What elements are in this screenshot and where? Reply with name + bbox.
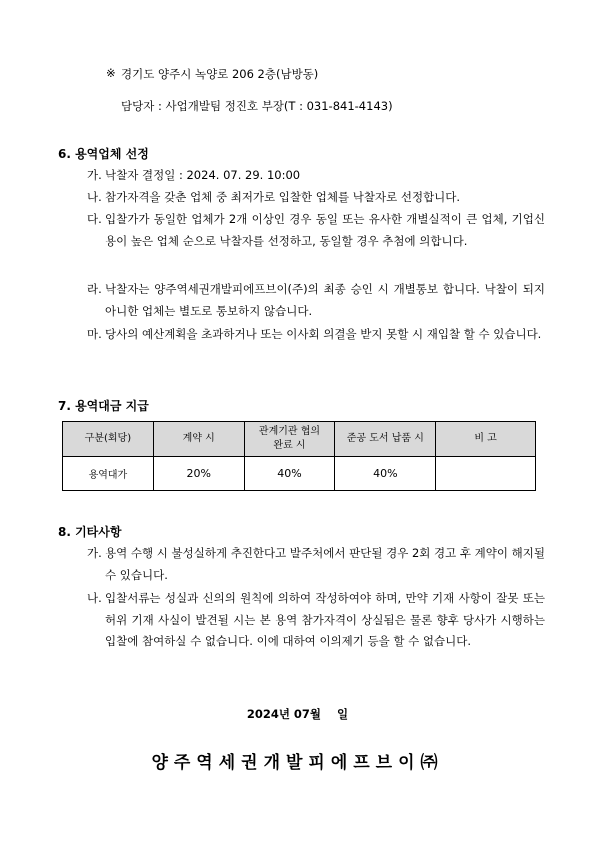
header-on-agency-consultation: 관계기관 협의 완료 시 [244, 422, 335, 457]
item-text: 용역 수행 시 불성실하게 추진한다고 발주처에서 판단될 경우 2회 경고 후 계약이 해지될 수 있습니다. [105, 546, 545, 582]
item-text: 낙찰자는 양주역세권개발피에프브이(주)의 최종 승인 시 개별통보 합니다. 낙찰이 되지 아니한 업체는 별도로 통보하지 않습니다. [105, 282, 545, 318]
item-lead: 나. [87, 591, 102, 605]
item-text: 당사의 예산계획을 초과하거나 또는 이사회 의결을 받지 못할 시 재입찰 할 수 있습니다. [105, 327, 542, 341]
section-6-item-na [87, 187, 545, 209]
document-date: 2024년 07월 일 [246, 707, 349, 721]
header-on-completion-delivery: 준공 도서 납품 시 [335, 422, 436, 457]
payment-table-header-row [63, 422, 536, 457]
payment-table [62, 421, 536, 491]
cell-remarks [436, 457, 536, 491]
notice-mark: ※ [106, 66, 116, 80]
header-on-contract: 계약 시 [153, 422, 244, 457]
header-remarks: 비 고 [436, 422, 536, 457]
organization-name: 양주역세권개발피에프브이㈜ [151, 753, 444, 773]
item-lead: 라. [87, 282, 102, 296]
section-6-item-ga [87, 165, 545, 187]
section-8-title: 8. 기타사항 [58, 525, 122, 539]
notice-address: 경기도 양주시 녹양로 206 2층(남방동) [121, 67, 319, 81]
item-lead: 가. [87, 168, 102, 182]
cell-on-completion-delivery: 40% [335, 457, 436, 491]
section-6-item-da [87, 209, 545, 252]
item-lead: 가. [87, 546, 102, 560]
item-text: 입찰가가 동일한 업체가 2개 이상인 경우 동일 또는 유사한 개별실적이 큰 업체, 기업신용이 높은 업체 순으로 낙찰자를 선정하고, 동일할 경우 추첨에 의합니다. [105, 212, 545, 248]
header-category: 구분(회당) [63, 422, 154, 457]
item-lead: 마. [87, 327, 102, 341]
item-lead: 다. [87, 212, 102, 226]
section-6-item-ra [87, 279, 545, 322]
item-text: 낙찰자 결정일 : 2024. 07. 29. 10:00 [105, 168, 301, 182]
section-6-title: 6. 용역업체 선정 [58, 147, 149, 161]
cell-on-agency-consultation: 40% [244, 457, 335, 491]
notice-contact: 담당자 : 사업개발팀 정진호 부장(T : 031-841-4143) [121, 99, 393, 113]
table-row [63, 457, 536, 491]
section-6-item-ma [87, 324, 545, 346]
section-8-item-na [87, 588, 545, 653]
item-text: 참가자격을 갖춘 업체 중 최저가로 입찰한 업체를 낙찰자로 선정합니다. [105, 190, 461, 204]
section-8-item-ga [87, 543, 545, 586]
item-lead: 나. [87, 190, 102, 204]
cell-on-contract: 20% [153, 457, 244, 491]
section-7-title: 7. 용역대금 지급 [58, 399, 149, 413]
cell-category: 용역대가 [63, 457, 154, 491]
item-text: 입찰서류는 성실과 신의의 원칙에 의하여 작성하여야 하며, 만약 기재 사항이 잘못 또는 허위 기재 사실이 발견될 시는 본 용역 참가자격이 상실됨은 물론 향후 당사가 시행하는 입찰에 참여하실 수 없습니다. 이에 대하여 이의제기 등을 할 수 없습니다. [105, 591, 545, 648]
